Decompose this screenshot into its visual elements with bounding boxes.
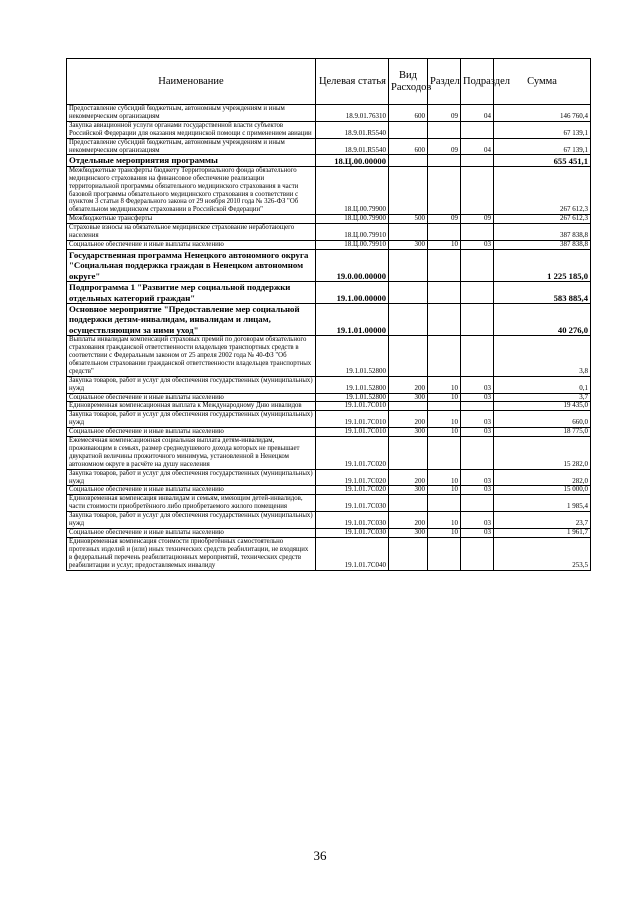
- section-cell: 10: [428, 486, 461, 495]
- amount-cell: 282,0: [494, 469, 591, 486]
- target-article-cell: 18.Ц.00.00000: [316, 155, 389, 166]
- header-subsection: Подраздел: [461, 59, 494, 105]
- subsection-cell: 03: [461, 393, 494, 402]
- expense-type-cell: 300: [389, 241, 428, 250]
- budget-table-sheet: [66, 58, 590, 571]
- row-name-cell: Социальное обеспечение и иные выплаты населению: [67, 393, 316, 402]
- expense-type-cell: [389, 402, 428, 411]
- subsection-cell: [461, 166, 494, 214]
- target-article-cell: 19.1.01.7С030: [316, 512, 389, 529]
- amount-cell: 23,7: [494, 512, 591, 529]
- amount-cell: 655 451,1: [494, 155, 591, 166]
- amount-cell: 18 775,0: [494, 428, 591, 437]
- row-name-cell: Единовременная компенсация инвалидам и семьям, имеющим детей-инвалидов, части стоимости приобретённого либо приобретаемого жилого помещения: [67, 495, 316, 512]
- amount-cell: 67 139,1: [494, 138, 591, 155]
- table-row: [67, 105, 591, 122]
- amount-cell: 1 985,4: [494, 495, 591, 512]
- expense-type-cell: [389, 166, 428, 214]
- row-name-cell: Закупка товаров, работ и услуг для обеспечения государственных (муниципальных) нужд: [67, 512, 316, 529]
- section-cell: [428, 495, 461, 512]
- row-name-cell: Отдельные мероприятия программы: [67, 155, 316, 166]
- amount-cell: 387 838,8: [494, 224, 591, 241]
- expense-type-cell: [389, 336, 428, 377]
- expense-type-cell: 200: [389, 411, 428, 428]
- subsection-cell: [461, 495, 494, 512]
- amount-cell: 15 000,0: [494, 486, 591, 495]
- target-article-cell: 19.1.01.7С040: [316, 537, 389, 570]
- header-name: Наименование: [67, 59, 316, 105]
- section-cell: [428, 402, 461, 411]
- table-row: [67, 402, 591, 411]
- budget-table: [66, 58, 591, 571]
- subsection-cell: [461, 121, 494, 138]
- subsection-cell: [461, 303, 494, 335]
- table-row: [67, 537, 591, 570]
- subsection-cell: [461, 249, 494, 281]
- row-name-cell: Социальное обеспечение и иные выплаты населению: [67, 486, 316, 495]
- row-name-cell: Единовременная компенсация стоимости приобретённых самостоятельно протезных изделий и (или) иных технических средств реабилитации, не входящих в федеральный перечень реабилитационных мероприятий, технических средств реабилитации и услуг, предоставляемых инвалиду: [67, 537, 316, 570]
- table-row: [67, 411, 591, 428]
- header-sum: Сумма: [494, 59, 591, 105]
- target-article-cell: 19.1.01.52800: [316, 393, 389, 402]
- amount-cell: 660,0: [494, 411, 591, 428]
- row-name-cell: Межбюджетные трансферты: [67, 215, 316, 224]
- section-cell: 10: [428, 428, 461, 437]
- row-name-cell: Социальное обеспечение и иные выплаты населению: [67, 428, 316, 437]
- row-name-cell: Подпрограмма 1 "Развитие мер социальной поддержки отдельных категорий граждан": [67, 282, 316, 304]
- table-row: [67, 224, 591, 241]
- subsection-cell: 03: [461, 376, 494, 393]
- subsection-cell: [461, 437, 494, 470]
- section-cell: [428, 155, 461, 166]
- header-type: Вид Расходов: [389, 59, 428, 105]
- row-name-cell: Закупка товаров, работ и услуг для обеспечения государственных (муниципальных) нужд: [67, 469, 316, 486]
- row-name-cell: Социальное обеспечение и иные выплаты населению: [67, 241, 316, 250]
- table-row: [67, 486, 591, 495]
- expense-type-cell: 200: [389, 512, 428, 529]
- row-name-cell: Выплаты инвалидам компенсаций страховых премий по договорам обязательного страхования гражданской ответственности владельцев транспортных средств в соответствии с Федеральным законом от 25 апреля 2002 года № 40-ФЗ "Об обязательном страховании гражданской ответственности владельцев транспортных средств": [67, 336, 316, 377]
- section-cell: [428, 249, 461, 281]
- expense-type-cell: 200: [389, 469, 428, 486]
- row-name-cell: Единовременная компенсационная выплата к Международному Дню инвалидов: [67, 402, 316, 411]
- section-cell: [428, 224, 461, 241]
- section-cell: [428, 166, 461, 214]
- section-cell: 10: [428, 469, 461, 486]
- subsection-cell: 03: [461, 512, 494, 529]
- row-name-cell: Государственная программа Ненецкого автономного округа "Социальная поддержка граждан в Ненецком автономном округе": [67, 249, 316, 281]
- row-name-cell: Закупка авиационной услуги органами государственной власти субъектов Российской Федерации для оказания медицинской помощи с применением авиации: [67, 121, 316, 138]
- target-article-cell: 19.0.00.00000: [316, 249, 389, 281]
- row-name-cell: Закупка товаров, работ и услуг для обеспечения государственных (муниципальных) нужд: [67, 376, 316, 393]
- expense-type-cell: [389, 537, 428, 570]
- section-cell: [428, 303, 461, 335]
- target-article-cell: 19.1.01.7С010: [316, 428, 389, 437]
- expense-type-cell: [389, 121, 428, 138]
- table-row: [67, 336, 591, 377]
- expense-type-cell: 300: [389, 529, 428, 538]
- subsection-cell: 09: [461, 215, 494, 224]
- subsection-cell: 04: [461, 138, 494, 155]
- amount-cell: 267 612,3: [494, 215, 591, 224]
- target-article-cell: 18.Ц.00.79910: [316, 224, 389, 241]
- section-cell: [428, 121, 461, 138]
- amount-cell: 67 139,1: [494, 121, 591, 138]
- table-body: [67, 105, 591, 571]
- expense-type-cell: [389, 249, 428, 281]
- amount-cell: 583 885,4: [494, 282, 591, 304]
- subsection-cell: [461, 402, 494, 411]
- table-row: [67, 121, 591, 138]
- subsection-cell: 03: [461, 411, 494, 428]
- target-article-cell: 18.Ц.00.79910: [316, 241, 389, 250]
- section-cell: 10: [428, 411, 461, 428]
- amount-cell: 3,8: [494, 336, 591, 377]
- target-article-cell: 18.9.01.R5540: [316, 138, 389, 155]
- expense-type-cell: [389, 282, 428, 304]
- target-article-cell: 19.1.01.7С020: [316, 437, 389, 470]
- row-name-cell: Социальное обеспечение и иные выплаты населению: [67, 529, 316, 538]
- amount-cell: 1 225 185,0: [494, 249, 591, 281]
- target-article-cell: 18.9.01.76310: [316, 105, 389, 122]
- table-row: [67, 393, 591, 402]
- subsection-cell: 03: [461, 241, 494, 250]
- section-cell: 10: [428, 529, 461, 538]
- amount-cell: 3,7: [494, 393, 591, 402]
- expense-type-cell: [389, 155, 428, 166]
- expense-type-cell: 200: [389, 376, 428, 393]
- target-article-cell: 19.1.01.7С030: [316, 529, 389, 538]
- target-article-cell: 18.Ц.00.79900: [316, 215, 389, 224]
- table-row: [67, 166, 591, 214]
- table-row: [67, 437, 591, 470]
- target-article-cell: 19.1.01.52800: [316, 336, 389, 377]
- table-row: [67, 138, 591, 155]
- row-name-cell: Предоставление субсидий бюджетным, автономным учреждениям и иным некоммерческим организациям: [67, 138, 316, 155]
- subsection-cell: [461, 224, 494, 241]
- target-article-cell: 18.9.01.R5540: [316, 121, 389, 138]
- target-article-cell: 19.1.01.7С020: [316, 469, 389, 486]
- row-name-cell: Предоставление субсидий бюджетным, автономным учреждениям и иным некоммерческим организациям: [67, 105, 316, 122]
- expense-type-cell: [389, 437, 428, 470]
- amount-cell: 40 276,0: [494, 303, 591, 335]
- header-target: Целевая статья: [316, 59, 389, 105]
- section-cell: [428, 336, 461, 377]
- section-cell: 10: [428, 376, 461, 393]
- amount-cell: 19 435,0: [494, 402, 591, 411]
- target-article-cell: 18.Ц.00.79900: [316, 166, 389, 214]
- subsection-cell: [461, 282, 494, 304]
- row-name-cell: Межбюджетные трансферты бюджету Территориального фонда обязательного медицинского страхования на финансовое обеспечение реализации территориальной программы обязательного медицинского страхования в части базовой программы обязательного медицинского страхования в соответствии с пунктом 3 статьи 8 Федерального закона от 29 ноября 2010 года № 326-ФЗ "Об обязательном медицинском страховании в Российской Федерации": [67, 166, 316, 214]
- row-name-cell: Закупка товаров, работ и услуг для обеспечения государственных (муниципальных) нужд: [67, 411, 316, 428]
- amount-cell: 15 282,0: [494, 437, 591, 470]
- subsection-cell: 03: [461, 486, 494, 495]
- expense-type-cell: 300: [389, 393, 428, 402]
- amount-cell: 253,5: [494, 537, 591, 570]
- table-row: [67, 428, 591, 437]
- subsection-cell: 03: [461, 428, 494, 437]
- subsection-cell: 04: [461, 105, 494, 122]
- table-row: [67, 529, 591, 538]
- target-article-cell: 19.1.01.7С020: [316, 486, 389, 495]
- section-cell: 09: [428, 138, 461, 155]
- target-article-cell: 19.1.01.52800: [316, 376, 389, 393]
- target-article-cell: 19.1.01.7С010: [316, 411, 389, 428]
- expense-type-cell: 300: [389, 428, 428, 437]
- section-cell: [428, 537, 461, 570]
- expense-type-cell: [389, 495, 428, 512]
- expense-type-cell: 500: [389, 215, 428, 224]
- subsection-cell: [461, 537, 494, 570]
- page-number: 36: [313, 848, 327, 863]
- section-cell: 09: [428, 215, 461, 224]
- table-row: [67, 303, 591, 335]
- subsection-cell: 03: [461, 529, 494, 538]
- amount-cell: 1 961,7: [494, 529, 591, 538]
- table-row: [67, 241, 591, 250]
- header-section: Раздел: [428, 59, 461, 105]
- subsection-cell: [461, 155, 494, 166]
- table-header-row: [67, 59, 591, 105]
- table-row: [67, 469, 591, 486]
- row-name-cell: Ежемесячная компенсационная социальная выплата детям-инвалидам, проживающим в семьях, размер среднедушевого дохода которых не превышает двукратной величины прожиточного минимума, установленной в Ненецком автономном округе в расчёте на душу населения: [67, 437, 316, 470]
- table-row: [67, 215, 591, 224]
- section-cell: 10: [428, 393, 461, 402]
- amount-cell: 146 760,4: [494, 105, 591, 122]
- section-cell: [428, 282, 461, 304]
- row-name-cell: Страховые взносы на обязательное медицинское страхование неработающего населения: [67, 224, 316, 241]
- expense-type-cell: [389, 303, 428, 335]
- table-row: [67, 495, 591, 512]
- expense-type-cell: 300: [389, 486, 428, 495]
- section-cell: [428, 437, 461, 470]
- amount-cell: 267 612,3: [494, 166, 591, 214]
- table-row: [67, 282, 591, 304]
- table-row: [67, 376, 591, 393]
- subsection-cell: 03: [461, 469, 494, 486]
- table-row: [67, 249, 591, 281]
- subsection-cell: [461, 336, 494, 377]
- table-row: [67, 512, 591, 529]
- section-cell: 10: [428, 241, 461, 250]
- target-article-cell: 19.1.01.7С030: [316, 495, 389, 512]
- target-article-cell: 19.1.01.00000: [316, 303, 389, 335]
- expense-type-cell: [389, 224, 428, 241]
- target-article-cell: 19.1.00.00000: [316, 282, 389, 304]
- expense-type-cell: 600: [389, 105, 428, 122]
- target-article-cell: 19.1.01.7С010: [316, 402, 389, 411]
- expense-type-cell: 600: [389, 138, 428, 155]
- row-name-cell: Основное мероприятие "Предоставление мер социальной поддержки детям-инвалидам, инвалидам и лицам, осуществляющим за ними уход": [67, 303, 316, 335]
- amount-cell: 0,1: [494, 376, 591, 393]
- amount-cell: 387 838,8: [494, 241, 591, 250]
- section-cell: 10: [428, 512, 461, 529]
- section-cell: 09: [428, 105, 461, 122]
- table-row: [67, 155, 591, 166]
